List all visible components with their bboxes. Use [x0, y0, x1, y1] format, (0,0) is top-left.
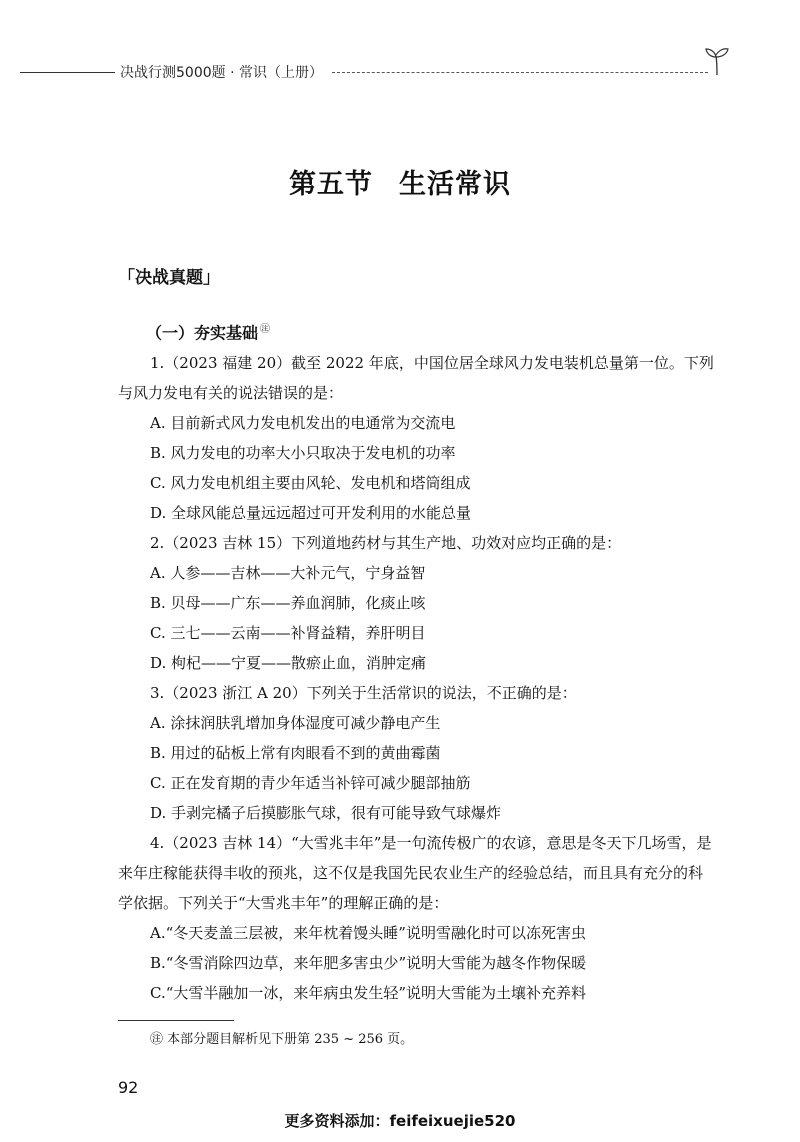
question-list	[118, 348, 716, 1008]
sprout-icon	[704, 46, 730, 76]
answer-option: A. 涂抹润肤乳增加身体湿度可减少静电产生	[150, 714, 441, 732]
answer-option: B.“冬雪消除四边草，来年肥多害虫少”说明大雪能为越冬作物保暖	[150, 954, 587, 972]
answer-option: A. 目前新式风力发电机发出的电通常为交流电	[150, 414, 456, 432]
box-heading: 「决战真题」	[118, 268, 220, 288]
question-stem: 2.（2023 吉林 15）下列道地药材与其生产地、功效对应均正确的是：	[150, 534, 622, 552]
sub-heading-label: （一）夯实基础	[146, 323, 259, 343]
answer-option: C. 风力发电机组主要由风轮、发电机和塔筒组成	[150, 474, 471, 492]
answer-option: C. 三七——云南——补肾益精，养肝明目	[150, 624, 426, 642]
answer-option: A.“冬天麦盖三层被，来年枕着馒头睡”说明雪融化时可以冻死害虫	[150, 924, 586, 942]
sub-heading	[146, 320, 270, 343]
book-title: 决战行测5000题 · 常识（上册）	[120, 65, 323, 81]
section-number: 第五节	[289, 169, 373, 200]
answer-option: B. 风力发电的功率大小只取决于发电机的功率	[150, 444, 456, 462]
question-stem: 3.（2023 浙江 A 20）下列关于生活常识的说法，不正确的是：	[150, 684, 577, 702]
footnote-rule	[118, 1020, 234, 1021]
footnote: ㊟ 本部分题目解析见下册第 235 ~ 256 页。	[150, 1032, 414, 1047]
watermark-text: 更多资料添加：feifeixuejie520	[284, 1112, 516, 1130]
running-header	[20, 60, 720, 84]
answer-option: D. 全球风能总量远远超过可开发利用的水能总量	[150, 504, 472, 522]
header-rule-left	[20, 72, 115, 73]
answer-option: D. 枸杞——宁夏——散瘀止血，消肿定痛	[150, 654, 427, 672]
answer-option: C.“大雪半融加一冰，来年病虫发生轻”说明大雪能为土壤补充养料	[150, 984, 587, 1002]
section-name: 生活常识	[399, 169, 511, 200]
answer-option: A. 人参——吉林——大补元气，宁身益智	[150, 564, 426, 582]
question-stem: 4.（2023 吉林 14）“大雪兆丰年”是一句流传极广的农谚，意思是冬天下几场雪，是来年庄稼能获得丰收的预兆，这不仅是我国先民农业生产的经验总结，而且具有充分的科学依据。下列关于“大雪兆丰年”的理解正确的是：	[118, 834, 712, 912]
answer-option: C. 正在发育期的青少年适当补锌可减少腿部抽筋	[150, 774, 471, 792]
note-mark: ㊟	[260, 324, 271, 335]
section-title	[0, 162, 800, 201]
answer-option: B. 贝母——广东——养血润肺，化痰止咳	[150, 594, 426, 612]
answer-option: B. 用过的砧板上常有肉眼看不到的黄曲霉菌	[150, 744, 441, 762]
header-rule-right	[332, 72, 708, 73]
question-stem: 1.（2023 福建 20）截至 2022 年底，中国位居全球风力发电装机总量第一位。下列与风力发电有关的说法错误的是：	[118, 354, 714, 402]
answer-option: D. 手剥完橘子后摸膨胀气球，很有可能导致气球爆炸	[150, 804, 502, 822]
page-number: 92	[118, 1078, 139, 1097]
